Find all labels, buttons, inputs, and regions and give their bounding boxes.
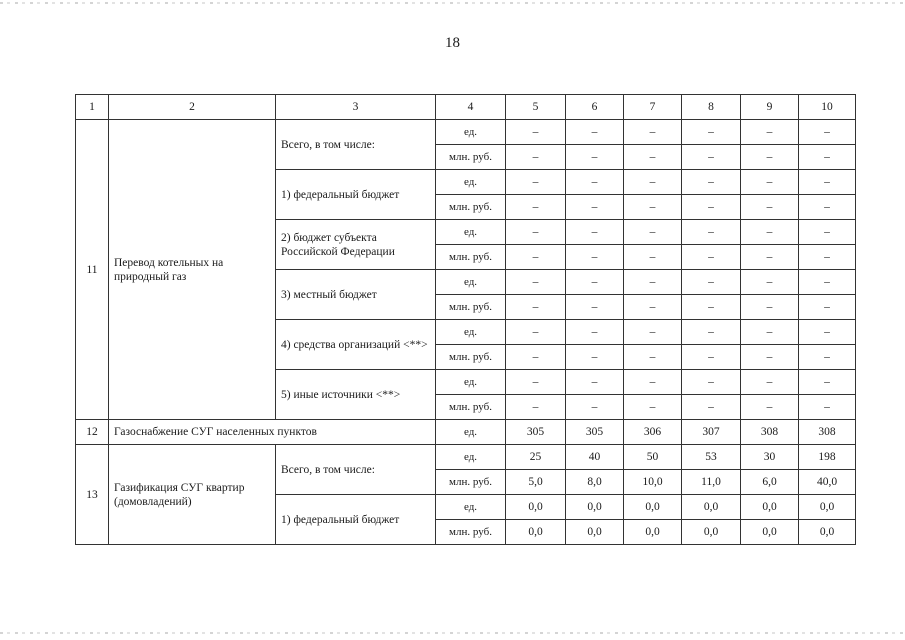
dash-cell: – [566, 245, 624, 270]
dash-cell: – [682, 320, 741, 345]
dash-cell: – [624, 270, 682, 295]
value-cell: 308 [741, 420, 799, 445]
dash-cell: – [624, 245, 682, 270]
dash-cell: – [624, 345, 682, 370]
dash-cell: – [566, 370, 624, 395]
value-cell: 6,0 [741, 470, 799, 495]
value-cell: 306 [624, 420, 682, 445]
unit-cell: ед. [436, 420, 506, 445]
dash-cell: – [682, 295, 741, 320]
scan-edge-top [0, 2, 905, 4]
dash-cell: – [741, 220, 799, 245]
funding-source: Всего, в том числе: [276, 445, 436, 495]
unit-cell: ед. [436, 270, 506, 295]
value-cell: 0,0 [566, 495, 624, 520]
header-cell: 1 [76, 95, 109, 120]
dash-cell: – [682, 220, 741, 245]
value-cell: 40,0 [799, 470, 856, 495]
row-name: Перевод котельных на природный газ [109, 120, 276, 420]
dash-cell: – [506, 370, 566, 395]
dash-cell: – [741, 245, 799, 270]
funding-source: Всего, в том числе: [276, 120, 436, 170]
dash-cell: – [741, 295, 799, 320]
dash-cell: – [506, 120, 566, 145]
dash-cell: – [624, 170, 682, 195]
scan-edge-bottom [0, 632, 905, 634]
value-cell: 50 [624, 445, 682, 470]
unit-cell: ед. [436, 220, 506, 245]
dash-cell: – [741, 345, 799, 370]
header-row [76, 95, 856, 120]
dash-cell: – [799, 395, 856, 420]
dash-cell: – [799, 195, 856, 220]
dash-cell: – [799, 120, 856, 145]
header-cell: 8 [682, 95, 741, 120]
value-cell: 308 [799, 420, 856, 445]
dash-cell: – [624, 195, 682, 220]
value-cell: 53 [682, 445, 741, 470]
dash-cell: – [506, 220, 566, 245]
dash-cell: – [682, 145, 741, 170]
value-cell: 0,0 [741, 495, 799, 520]
header-cell: 9 [741, 95, 799, 120]
dash-cell: – [799, 345, 856, 370]
dash-cell: – [799, 245, 856, 270]
page-number: 18 [445, 35, 460, 51]
dash-cell: – [624, 145, 682, 170]
dash-cell: – [566, 345, 624, 370]
dash-cell: – [741, 370, 799, 395]
value-cell: 0,0 [799, 520, 856, 545]
value-cell: 25 [506, 445, 566, 470]
value-cell: 0,0 [566, 520, 624, 545]
unit-cell: ед. [436, 320, 506, 345]
dash-cell: – [799, 220, 856, 245]
unit-cell: млн. руб. [436, 145, 506, 170]
value-cell: 0,0 [624, 520, 682, 545]
dash-cell: – [741, 120, 799, 145]
dash-cell: – [624, 370, 682, 395]
header-cell: 2 [109, 95, 276, 120]
funding-source: 3) местный бюджет [276, 270, 436, 320]
dash-cell: – [506, 245, 566, 270]
value-cell: 11,0 [682, 470, 741, 495]
dash-cell: – [799, 370, 856, 395]
unit-cell: млн. руб. [436, 345, 506, 370]
unit-cell: млн. руб. [436, 295, 506, 320]
value-cell: 0,0 [506, 495, 566, 520]
unit-cell: млн. руб. [436, 470, 506, 495]
unit-cell: млн. руб. [436, 520, 506, 545]
dash-cell: – [566, 220, 624, 245]
value-cell: 0,0 [682, 520, 741, 545]
dash-cell: – [566, 295, 624, 320]
unit-cell: ед. [436, 120, 506, 145]
dash-cell: – [506, 295, 566, 320]
header-cell: 4 [436, 95, 506, 120]
dash-cell: – [741, 270, 799, 295]
dash-cell: – [682, 120, 741, 145]
row-name: Газификация СУГ квартир (домовладений) [109, 445, 276, 545]
table-row [76, 445, 856, 470]
dash-cell: – [624, 120, 682, 145]
funding-source: 1) федеральный бюджет [276, 495, 436, 545]
dash-cell: – [566, 195, 624, 220]
dash-cell: – [682, 195, 741, 220]
dash-cell: – [741, 320, 799, 345]
value-cell: 0,0 [799, 495, 856, 520]
dash-cell: – [682, 270, 741, 295]
value-cell: 198 [799, 445, 856, 470]
dash-cell: – [566, 170, 624, 195]
dash-cell: – [682, 345, 741, 370]
value-cell: 40 [566, 445, 624, 470]
funding-source: 5) иные источники <**> [276, 370, 436, 420]
dash-cell: – [506, 395, 566, 420]
dash-cell: – [566, 320, 624, 345]
dash-cell: – [506, 270, 566, 295]
dash-cell: – [682, 245, 741, 270]
dash-cell: – [741, 395, 799, 420]
dash-cell: – [624, 320, 682, 345]
unit-cell: млн. руб. [436, 395, 506, 420]
row-number: 11 [76, 120, 109, 420]
unit-cell: ед. [436, 370, 506, 395]
value-cell: 0,0 [506, 520, 566, 545]
dash-cell: – [624, 220, 682, 245]
value-cell: 10,0 [624, 470, 682, 495]
dash-cell: – [506, 145, 566, 170]
dash-cell: – [624, 295, 682, 320]
header-cell: 6 [566, 95, 624, 120]
dash-cell: – [566, 120, 624, 145]
row-name: Газоснабжение СУГ населенных пунктов [109, 420, 436, 445]
dash-cell: – [506, 195, 566, 220]
dash-cell: – [741, 145, 799, 170]
value-cell: 5,0 [506, 470, 566, 495]
dash-cell: – [682, 395, 741, 420]
table-row [76, 120, 856, 145]
dash-cell: – [799, 295, 856, 320]
funding-source: 2) бюджет субъекта Российской Федерации [276, 220, 436, 270]
value-cell: 307 [682, 420, 741, 445]
unit-cell: ед. [436, 170, 506, 195]
dash-cell: – [741, 170, 799, 195]
dash-cell: – [682, 370, 741, 395]
row-number: 13 [76, 445, 109, 545]
dash-cell: – [566, 270, 624, 295]
value-cell: 30 [741, 445, 799, 470]
dash-cell: – [624, 395, 682, 420]
value-cell: 0,0 [741, 520, 799, 545]
dash-cell: – [799, 270, 856, 295]
header-cell: 10 [799, 95, 856, 120]
funding-source: 1) федеральный бюджет [276, 170, 436, 220]
dash-cell: – [566, 145, 624, 170]
budget-table [75, 94, 856, 545]
dash-cell: – [566, 395, 624, 420]
header-cell: 7 [624, 95, 682, 120]
header-cell: 3 [276, 95, 436, 120]
dash-cell: – [799, 320, 856, 345]
dash-cell: – [799, 170, 856, 195]
unit-cell: млн. руб. [436, 195, 506, 220]
value-cell: 305 [506, 420, 566, 445]
value-cell: 8,0 [566, 470, 624, 495]
dash-cell: – [506, 170, 566, 195]
value-cell: 0,0 [624, 495, 682, 520]
value-cell: 0,0 [682, 495, 741, 520]
unit-cell: млн. руб. [436, 245, 506, 270]
dash-cell: – [506, 345, 566, 370]
header-cell: 5 [506, 95, 566, 120]
unit-cell: ед. [436, 445, 506, 470]
unit-cell: ед. [436, 495, 506, 520]
dash-cell: – [799, 145, 856, 170]
value-cell: 305 [566, 420, 624, 445]
dash-cell: – [682, 170, 741, 195]
dash-cell: – [741, 195, 799, 220]
funding-source: 4) средства организаций <**> [276, 320, 436, 370]
dash-cell: – [506, 320, 566, 345]
row-number: 12 [76, 420, 109, 445]
table-row [76, 420, 856, 445]
